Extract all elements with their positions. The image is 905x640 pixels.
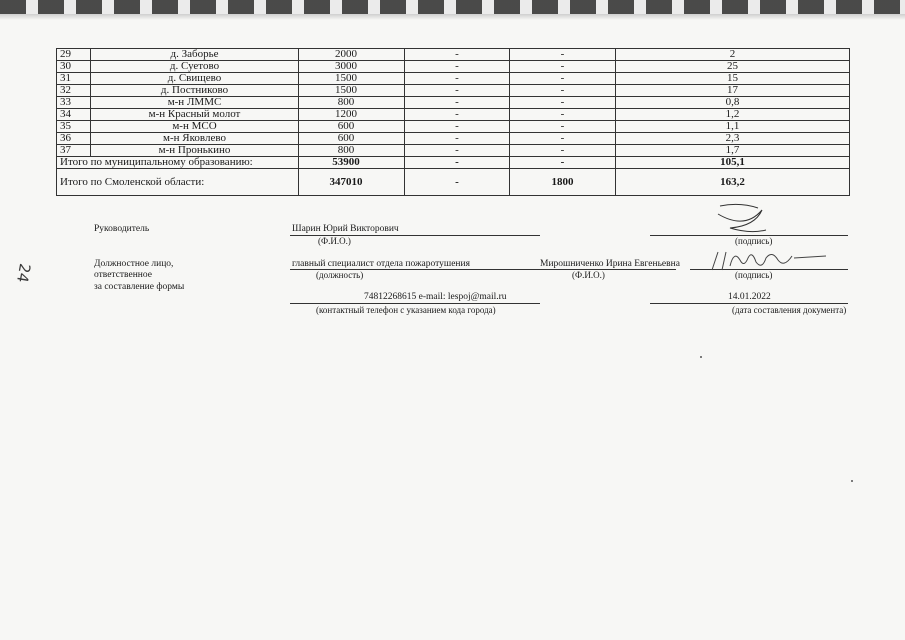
row-number: 31 — [57, 73, 91, 85]
settlement-name: д. Заборье — [91, 49, 299, 61]
table-row — [57, 121, 850, 133]
row-number: 34 — [57, 109, 91, 121]
col6-value: 2 — [616, 49, 850, 61]
table-row — [57, 61, 850, 73]
col3-value: 1500 — [335, 84, 357, 96]
col6-value: 2,3 — [616, 133, 850, 145]
municipal-total-col4: - — [405, 157, 510, 169]
col4-value: - — [405, 97, 510, 109]
col5-value: - — [510, 85, 616, 97]
col4-value: - — [405, 121, 510, 133]
municipal-total-row — [57, 157, 850, 169]
region-total-col5: 1800 — [510, 169, 616, 196]
col3-value: 3000 — [335, 60, 357, 72]
row-number: 30 — [57, 61, 91, 73]
date-caption: (дата составления документа) — [732, 305, 847, 315]
margin-page-number: 24 — [13, 262, 35, 284]
col4-value: - — [405, 133, 510, 145]
table-row — [57, 85, 850, 97]
col6-value: 17 — [616, 85, 850, 97]
col5-value: - — [510, 133, 616, 145]
table-row — [57, 109, 850, 121]
col3-value: 1500 — [335, 72, 357, 84]
official-name-line — [540, 269, 676, 270]
table-row — [57, 73, 850, 85]
row-number: 29 — [57, 49, 91, 61]
col4-value: - — [405, 61, 510, 73]
settlement-name: м-н Пронькино — [91, 145, 299, 157]
head-name: Шарин Юрий Викторович — [292, 224, 399, 234]
contact-info: 74812268615 e-mail: lespoj@mail.ru — [364, 292, 507, 302]
municipal-total-col5: - — [510, 157, 616, 169]
row-number: 35 — [57, 121, 91, 133]
col6-value: 1,7 — [616, 145, 850, 157]
head-fio-caption: (Ф.И.О.) — [318, 236, 351, 246]
date-line — [650, 303, 848, 304]
col6-value: 1,2 — [616, 109, 850, 121]
official-fio-caption: (Ф.И.О.) — [572, 270, 605, 280]
region-total-col3: 347010 — [329, 175, 363, 188]
col6-value: 0,8 — [616, 97, 850, 109]
col5-value: - — [510, 49, 616, 61]
municipal-total-label: Итого по муниципальному образованию: — [57, 157, 299, 169]
settlement-name: м-н ЛММС — [91, 97, 299, 109]
col4-value: - — [405, 145, 510, 157]
table-row — [57, 49, 850, 61]
official-label-2: ответственное — [94, 270, 152, 280]
official-label-3: за составление формы — [94, 282, 185, 292]
table-row — [57, 145, 850, 157]
binding-shadow — [0, 14, 905, 20]
col5-value: - — [510, 61, 616, 73]
row-number: 37 — [57, 145, 91, 157]
col5-value: - — [510, 73, 616, 85]
head-label: Руководитель — [94, 224, 150, 234]
scan-speck — [851, 480, 853, 482]
col4-value: - — [405, 73, 510, 85]
col4-value: - — [405, 109, 510, 121]
official-name: Мирошниченко Ирина Евгеньевна — [540, 259, 680, 269]
settlement-name: д. Свищево — [91, 73, 299, 85]
col6-value: 15 — [616, 73, 850, 85]
col3-value: 2000 — [335, 48, 357, 60]
row-number: 32 — [57, 85, 91, 97]
settlement-name: д. Суетово — [91, 61, 299, 73]
col3-value: 600 — [337, 120, 355, 132]
col5-value: - — [510, 121, 616, 133]
settlement-name: м-н Красный молот — [91, 109, 299, 121]
position-caption: (должность) — [316, 270, 364, 280]
col6-value: 1,1 — [616, 121, 850, 133]
col3-value: 600 — [337, 132, 355, 144]
official-signature-caption: (подпись) — [735, 270, 773, 280]
col5-value: - — [510, 97, 616, 109]
contact-caption: (контактный телефон с указанием кода города) — [316, 305, 496, 315]
settlement-name: д. Постниково — [91, 85, 299, 97]
row-number: 36 — [57, 133, 91, 145]
col5-value: - — [510, 145, 616, 157]
data-table — [56, 48, 850, 196]
col3-value: 800 — [337, 96, 355, 108]
municipal-total-col6: 105,1 — [616, 157, 850, 169]
row-number: 33 — [57, 97, 91, 109]
official-signature — [700, 246, 830, 276]
binding-strip — [0, 0, 905, 14]
contact-line — [290, 303, 540, 304]
col3-value: 1200 — [335, 108, 357, 120]
scan-speck — [700, 356, 702, 358]
table-row — [57, 133, 850, 145]
head-signature — [700, 200, 780, 240]
official-position: главный специалист отдела пожаротушения — [292, 259, 470, 269]
municipal-total-col3: 53900 — [332, 156, 360, 168]
col4-value: - — [405, 49, 510, 61]
col6-value: 25 — [616, 61, 850, 73]
col4-value: - — [405, 85, 510, 97]
region-total-label: Итого по Смоленской области: — [57, 169, 299, 196]
col3-value: 800 — [337, 144, 355, 156]
region-total-row — [57, 169, 850, 196]
document-date: 14.01.2022 — [728, 292, 771, 302]
official-label-1: Должностное лицо, — [94, 259, 174, 269]
table-row — [57, 97, 850, 109]
col5-value: - — [510, 109, 616, 121]
settlement-name: м-н МСО — [91, 121, 299, 133]
settlement-name: м-н Яковлево — [91, 133, 299, 145]
head-signature-caption: (подпись) — [735, 236, 773, 246]
region-total-col4: - — [405, 169, 510, 196]
region-total-col6: 163,2 — [616, 169, 850, 196]
